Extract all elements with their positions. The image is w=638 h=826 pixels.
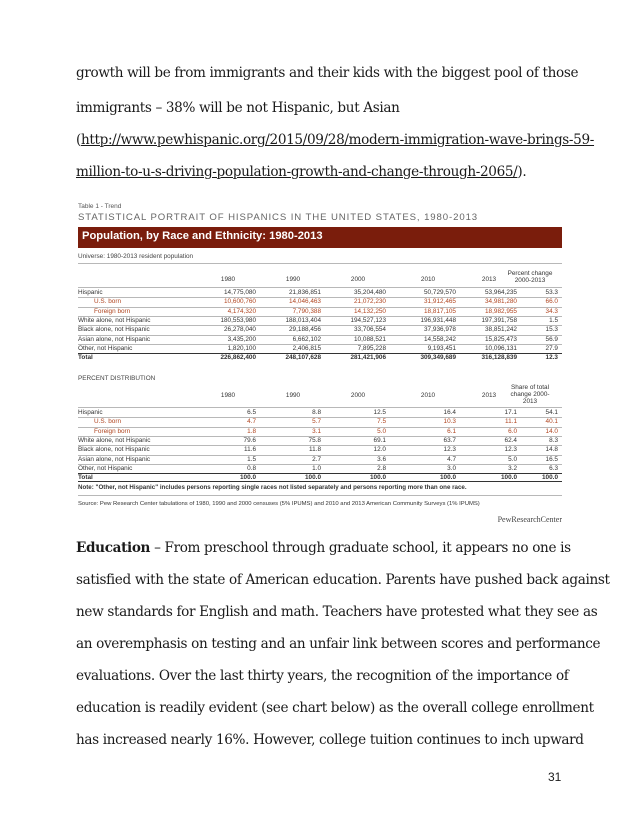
table-cell: 10,088,521 bbox=[354, 335, 386, 343]
paren-open: ( bbox=[76, 132, 81, 148]
pew-table-figure bbox=[78, 203, 562, 524]
education-para-line1 bbox=[76, 540, 571, 556]
col-header-2013: 2013 bbox=[481, 276, 497, 283]
table-cell: 6.0 bbox=[508, 427, 517, 435]
row-label: Hispanic bbox=[78, 289, 103, 296]
table-cell: 14.0 bbox=[545, 427, 558, 435]
divider bbox=[78, 287, 562, 288]
table-cell: 0.8 bbox=[247, 464, 256, 472]
table-row bbox=[78, 418, 562, 425]
table-cell: 6.3 bbox=[549, 464, 558, 472]
pew-link-part2[interactable]: million-to-u-s-driving-population-growth-and-change-through-2065/ bbox=[76, 164, 518, 180]
table-cell: 6.1 bbox=[447, 427, 456, 435]
figure-title-band bbox=[78, 227, 562, 248]
table-cell: 8.8 bbox=[312, 409, 321, 416]
row-label: Total bbox=[78, 474, 93, 482]
col-header-1990: 1990 bbox=[285, 276, 301, 283]
change-header-1: Percent change bbox=[507, 270, 553, 277]
table-row bbox=[78, 437, 562, 444]
table-cell: 4.7 bbox=[247, 418, 256, 426]
table-cell: 26,278,040 bbox=[224, 326, 256, 334]
table-cell: 15.3 bbox=[545, 326, 558, 334]
row-label: Black alone, not Hispanic bbox=[78, 326, 150, 334]
table-cell: 3.2 bbox=[508, 464, 517, 472]
divider bbox=[78, 263, 562, 264]
table-cell: 194,527,123 bbox=[350, 316, 386, 324]
link-line[interactable] bbox=[76, 164, 526, 180]
table-cell: 11.8 bbox=[309, 446, 321, 454]
table-cell: 1.5 bbox=[549, 316, 558, 324]
table-cell: 12.0 bbox=[373, 446, 386, 454]
table-cell: 3.1 bbox=[312, 427, 321, 435]
table-cell: 309,349,689 bbox=[420, 354, 456, 362]
table-cell: 100.0 bbox=[440, 474, 456, 482]
table-cell: 15,825,473 bbox=[485, 335, 517, 343]
table-cell: 1,820,100 bbox=[227, 344, 256, 352]
table-cell: 3.0 bbox=[447, 464, 456, 472]
table-cell: 18,982,955 bbox=[485, 307, 517, 315]
col-header-2000: 2000 bbox=[350, 392, 366, 399]
table-cell: 37,936,978 bbox=[424, 326, 456, 334]
body-text-line: new standards for English and math. Teachers have protested what they see as bbox=[76, 604, 598, 620]
table-cell: 12.3 bbox=[504, 446, 517, 454]
table-total-row bbox=[78, 354, 562, 361]
table-cell: 8.3 bbox=[549, 436, 558, 444]
table-cell: 281,421,906 bbox=[350, 354, 386, 362]
pew-logo: PewResearchCenter bbox=[497, 515, 562, 524]
row-label: Asian alone, not Hispanic bbox=[78, 455, 151, 463]
body-text: – From preschool through graduate school, it appears no one is bbox=[150, 540, 571, 556]
table-cell: 1.0 bbox=[312, 464, 321, 472]
table-cell: 226,862,400 bbox=[220, 354, 256, 362]
table-cell: 62.4 bbox=[504, 436, 517, 444]
col-header-1980: 1980 bbox=[220, 392, 236, 399]
table-cell: 27.9 bbox=[545, 344, 558, 352]
row-label: Other, not Hispanic bbox=[78, 344, 133, 352]
table-cell: 14,132,250 bbox=[354, 307, 386, 315]
figure-note: Note: "Other, not Hispanic" includes persons reporting single races not listed separately and persons reporting more than one race. bbox=[78, 484, 467, 491]
section2-title: PERCENT DISTRIBUTION bbox=[78, 375, 156, 382]
table-row bbox=[78, 465, 562, 472]
table-cell: 196,931,448 bbox=[420, 316, 456, 324]
col-header-1990: 1990 bbox=[285, 392, 301, 399]
row-label: U.S. born bbox=[94, 298, 121, 306]
col-header-2010: 2010 bbox=[420, 392, 436, 399]
table-cell: 7.5 bbox=[377, 418, 386, 426]
table-cell: 14,558,242 bbox=[424, 335, 456, 343]
table-cell: 6,662,102 bbox=[292, 335, 321, 343]
col-header-1980: 1980 bbox=[220, 276, 236, 283]
table-cell: 53.3 bbox=[545, 289, 558, 296]
table-cell: 14,775,080 bbox=[224, 289, 256, 296]
row-label: Asian alone, not Hispanic bbox=[78, 335, 151, 343]
table-cell: 1.8 bbox=[247, 427, 256, 435]
table-row bbox=[78, 345, 562, 352]
table-cell: 2.7 bbox=[312, 455, 321, 463]
table-cell: 50,729,570 bbox=[424, 289, 456, 296]
table-row bbox=[78, 289, 562, 296]
table-cell: 66.0 bbox=[545, 298, 558, 306]
table-cell: 53,964,235 bbox=[485, 289, 517, 296]
table-cell: 4,174,320 bbox=[227, 307, 256, 315]
table-row bbox=[78, 298, 562, 305]
table-cell: 2,406,815 bbox=[292, 344, 321, 352]
table-cell: 34.3 bbox=[545, 307, 558, 315]
table-cell: 11.6 bbox=[244, 446, 256, 454]
table-cell: 33,706,554 bbox=[354, 326, 386, 334]
table-cell: 316,128,839 bbox=[481, 354, 517, 362]
table-cell: 197,391,758 bbox=[481, 316, 517, 324]
table-cell: 34,981,280 bbox=[485, 298, 517, 306]
table-cell: 100.0 bbox=[542, 474, 558, 482]
page-number: 31 bbox=[548, 770, 562, 784]
table-cell: 40.1 bbox=[545, 418, 558, 426]
table-cell: 31,912,465 bbox=[424, 298, 456, 306]
table-cell: 11.1 bbox=[505, 418, 517, 426]
row-label: White alone, not Hispanic bbox=[78, 316, 151, 324]
share-header-2: change 2000- bbox=[510, 391, 550, 398]
table-cell: 2.8 bbox=[377, 464, 386, 472]
table-cell: 10.3 bbox=[443, 418, 456, 426]
table-cell: 10,096,131 bbox=[485, 344, 517, 352]
table-cell: 10,600,760 bbox=[224, 298, 256, 306]
table-cell: 9,193,451 bbox=[427, 344, 456, 352]
col-header-2010: 2010 bbox=[420, 276, 436, 283]
col-header-2013: 2013 bbox=[481, 392, 497, 399]
table-cell: 79.6 bbox=[243, 436, 256, 444]
table-cell: 100.0 bbox=[305, 474, 321, 482]
body-text-line: education is readily evident (see chart below) as the overall college enrollment bbox=[76, 700, 594, 716]
table-cell: 188,013,404 bbox=[285, 316, 321, 324]
body-text-line: satisfied with the state of American education. Parents have pushed back against bbox=[76, 572, 610, 588]
education-heading: Education bbox=[76, 540, 151, 556]
share-header-1: Share of total bbox=[510, 384, 549, 391]
table-cell: 54.1 bbox=[545, 409, 558, 416]
table-cell: 1.5 bbox=[247, 455, 256, 463]
table-cell: 35,204,480 bbox=[354, 289, 386, 296]
table-cell: 5.7 bbox=[312, 418, 321, 426]
table-cell: 5.0 bbox=[377, 427, 386, 435]
row-label: White alone, not Hispanic bbox=[78, 436, 151, 444]
figure-super-title: STATISTICAL PORTRAIT OF HISPANICS IN THE UNITED STATES, 1980-2013 bbox=[78, 212, 479, 223]
body-text-line: an overemphasis on testing and an unfair link between scores and performance bbox=[76, 636, 601, 652]
table-row bbox=[78, 456, 562, 463]
body-text-line: evaluations. Over the last thirty years, the recognition of the importance of bbox=[76, 668, 569, 684]
table-cell: 18,817,105 bbox=[424, 307, 456, 315]
body-text-line: has increased nearly 16%. However, college tuition continues to inch upward bbox=[76, 732, 584, 748]
table-cell: 248,107,628 bbox=[285, 354, 321, 362]
table-cell: 75.8 bbox=[308, 436, 321, 444]
table-cell: 56.9 bbox=[545, 335, 558, 343]
figure-source: Source: Pew Research Center tabulations of 1980, 1990 and 2000 censuses (5% IPUMS) and 2010 and 2013 American Community Surveys (1% IPUMS) bbox=[78, 501, 480, 507]
table-cell: 100.0 bbox=[501, 474, 517, 482]
table-cell: 63.7 bbox=[443, 436, 456, 444]
table-cell: 7,895,228 bbox=[357, 344, 386, 352]
col-header-share bbox=[500, 384, 560, 405]
table-cell: 69.1 bbox=[373, 436, 386, 444]
divider bbox=[78, 481, 562, 482]
table-cell: 6.5 bbox=[247, 409, 256, 416]
col-header-2000: 2000 bbox=[350, 276, 366, 283]
col-header-change bbox=[500, 270, 560, 284]
table-cell: 38,851,242 bbox=[485, 326, 517, 334]
table-cell: 21,072,230 bbox=[354, 298, 386, 306]
table-cell: 7,790,388 bbox=[292, 307, 321, 315]
row-label: Foreign born bbox=[94, 427, 131, 435]
paren-close: ). bbox=[517, 164, 527, 180]
table-cell: 5.0 bbox=[508, 455, 517, 463]
table-cell: 17.1 bbox=[504, 409, 517, 416]
table-cell: 14,046,463 bbox=[289, 298, 321, 306]
table-row bbox=[78, 409, 562, 416]
table-cell: 16.4 bbox=[443, 409, 456, 416]
link-line[interactable] bbox=[76, 132, 594, 148]
figure-title: Population, by Race and Ethnicity: 1980-2013 bbox=[82, 230, 323, 242]
table-row bbox=[78, 446, 562, 453]
table-cell: 12.3 bbox=[443, 446, 456, 454]
divider bbox=[78, 407, 562, 408]
table-row bbox=[78, 428, 562, 435]
table-row bbox=[78, 308, 562, 315]
table-cell: 4.7 bbox=[447, 455, 456, 463]
row-label: Foreign born bbox=[94, 307, 131, 315]
table-cell: 180,553,980 bbox=[220, 316, 256, 324]
table-cell: 16.5 bbox=[545, 455, 558, 463]
row-label: Hispanic bbox=[78, 409, 103, 416]
row-label: Total bbox=[78, 354, 93, 362]
table-row bbox=[78, 336, 562, 343]
divider bbox=[78, 495, 562, 496]
share-header-3: 2013 bbox=[522, 398, 538, 405]
body-text-line: growth will be from immigrants and their kids with the biggest pool of those bbox=[76, 65, 579, 81]
figure-label: Table 1 - Trend bbox=[78, 203, 122, 210]
table-cell: 12.5 bbox=[373, 409, 386, 416]
table-cell: 14.8 bbox=[545, 446, 558, 454]
pew-link-part1[interactable]: http://www.pewhispanic.org/2015/09/28/modern-immigration-wave-brings-59- bbox=[80, 132, 595, 148]
table-cell: 29,188,456 bbox=[289, 326, 321, 334]
table-cell: 100.0 bbox=[240, 474, 256, 482]
figure-universe: Universe: 1980-2013 resident population bbox=[78, 253, 194, 260]
body-text-line: immigrants – 38% will be not Hispanic, but Asian bbox=[76, 100, 400, 116]
table-cell: 12.3 bbox=[545, 354, 558, 362]
table-cell: 3.6 bbox=[377, 455, 386, 463]
table-cell: 3,435,200 bbox=[227, 335, 256, 343]
row-label: Black alone, not Hispanic bbox=[78, 446, 150, 454]
table-cell: 100.0 bbox=[370, 474, 386, 482]
change-header-2: 2000-2013 bbox=[514, 277, 546, 284]
row-label: U.S. born bbox=[94, 418, 121, 426]
row-label: Other, not Hispanic bbox=[78, 464, 133, 472]
table-row bbox=[78, 317, 562, 324]
table-row bbox=[78, 326, 562, 333]
table-cell: 21,836,851 bbox=[289, 289, 321, 296]
